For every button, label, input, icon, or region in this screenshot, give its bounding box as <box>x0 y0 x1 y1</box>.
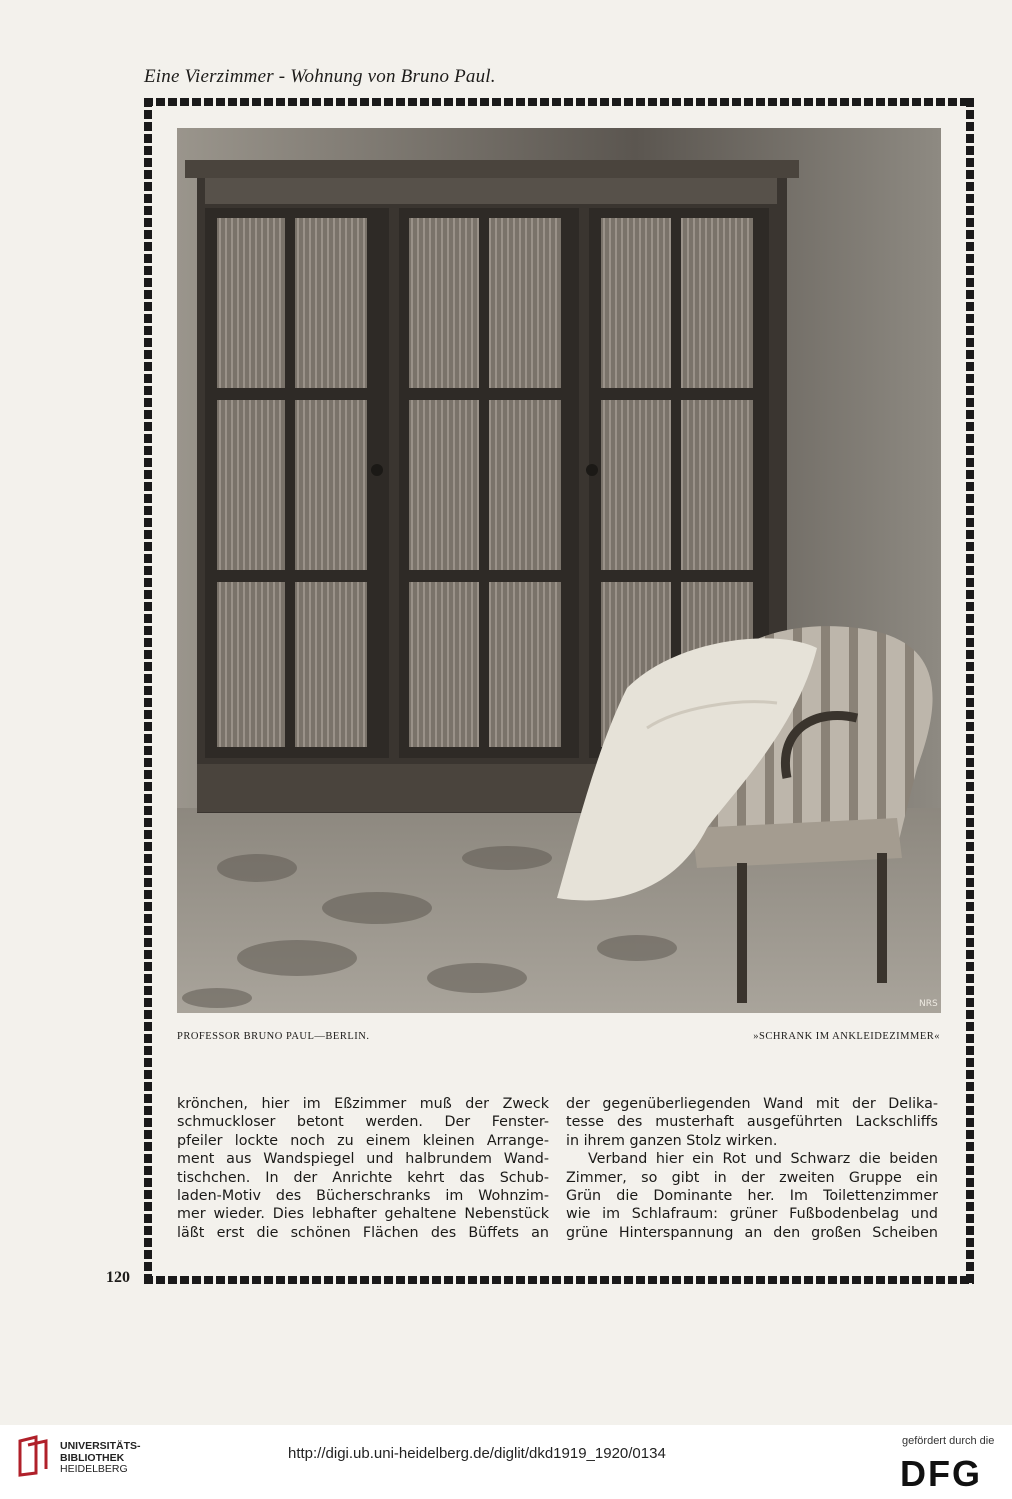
text-line: schmuckloser betont werden. Der Fenster- <box>177 1114 549 1131</box>
text-line: mer wieder. Dies lebhafter gehaltene Nebenstück <box>177 1206 549 1223</box>
digitization-footer <box>0 1425 1012 1499</box>
text-line: Grün die Dominante her. Im Toilettenzimmer <box>566 1188 938 1205</box>
text-line: krönchen, hier im Eßzimmer muß der Zweck <box>177 1096 549 1112</box>
text-column-left <box>177 1095 549 1242</box>
text-line: in ihrem ganzen Stolz wirken. <box>566 1132 778 1149</box>
photo-monogram: NRS <box>919 999 938 1009</box>
decorative-frame-top <box>144 98 974 106</box>
wardrobe-photo <box>177 128 941 1013</box>
decorative-frame-left <box>144 98 152 1284</box>
photo-caption-title: »SCHRANK IM ANKLEIDEZIMMER« <box>753 1031 940 1042</box>
text-line: Zimmer, so gibt in der zweiten Gruppe ein <box>566 1169 938 1186</box>
text-line: ment aus Wandspiegel und halbrundem Wand- <box>177 1151 549 1168</box>
text-line: pfeiler lockte noch zu einem kleinen Arrange- <box>177 1132 549 1149</box>
text-line: läßt erst die schönen Flächen des Büffets an <box>177 1224 549 1241</box>
text-line: wie im Schlafraum: grüner Fußbodenbelag und <box>566 1206 938 1223</box>
wardrobe-photo-illustration <box>177 128 941 1013</box>
text-line: tischchen. In der Anrichte kehrt das Schub- <box>177 1169 549 1186</box>
decorative-frame-bottom <box>144 1276 974 1284</box>
dfg-logo: DFG <box>900 1453 982 1494</box>
library-logo-icon <box>16 1435 54 1477</box>
library-name: UNIVERSITÄTS- BIBLIOTHEK HEIDELBERG <box>60 1440 141 1475</box>
photo-caption-credit: PROFESSOR BRUNO PAUL—BERLIN. <box>177 1031 370 1042</box>
running-head: Eine Vierzimmer - Wohnung von Bruno Paul. <box>144 66 496 87</box>
funding-label: gefördert durch die <box>902 1435 995 1447</box>
text-line: der gegenüberliegenden Wand mit der Delika- <box>566 1096 938 1112</box>
text-line: Verband hier ein Rot und Schwarz die beiden <box>588 1151 938 1168</box>
page-number: 120 <box>106 1269 130 1286</box>
permalink-url[interactable]: http://digi.ub.uni-heidelberg.de/diglit/dkd1919_1920/0134 <box>288 1445 666 1462</box>
text-column-right <box>566 1095 938 1242</box>
text-line: grüne Hinterspannung an den großen Scheiben <box>566 1224 938 1241</box>
text-line: laden-Motiv des Bücherschranks im Wohnzim- <box>177 1188 549 1205</box>
decorative-frame-right <box>966 98 974 1284</box>
text-line: tesse des musterhaft ausgeführten Lackschliffs <box>566 1114 938 1131</box>
